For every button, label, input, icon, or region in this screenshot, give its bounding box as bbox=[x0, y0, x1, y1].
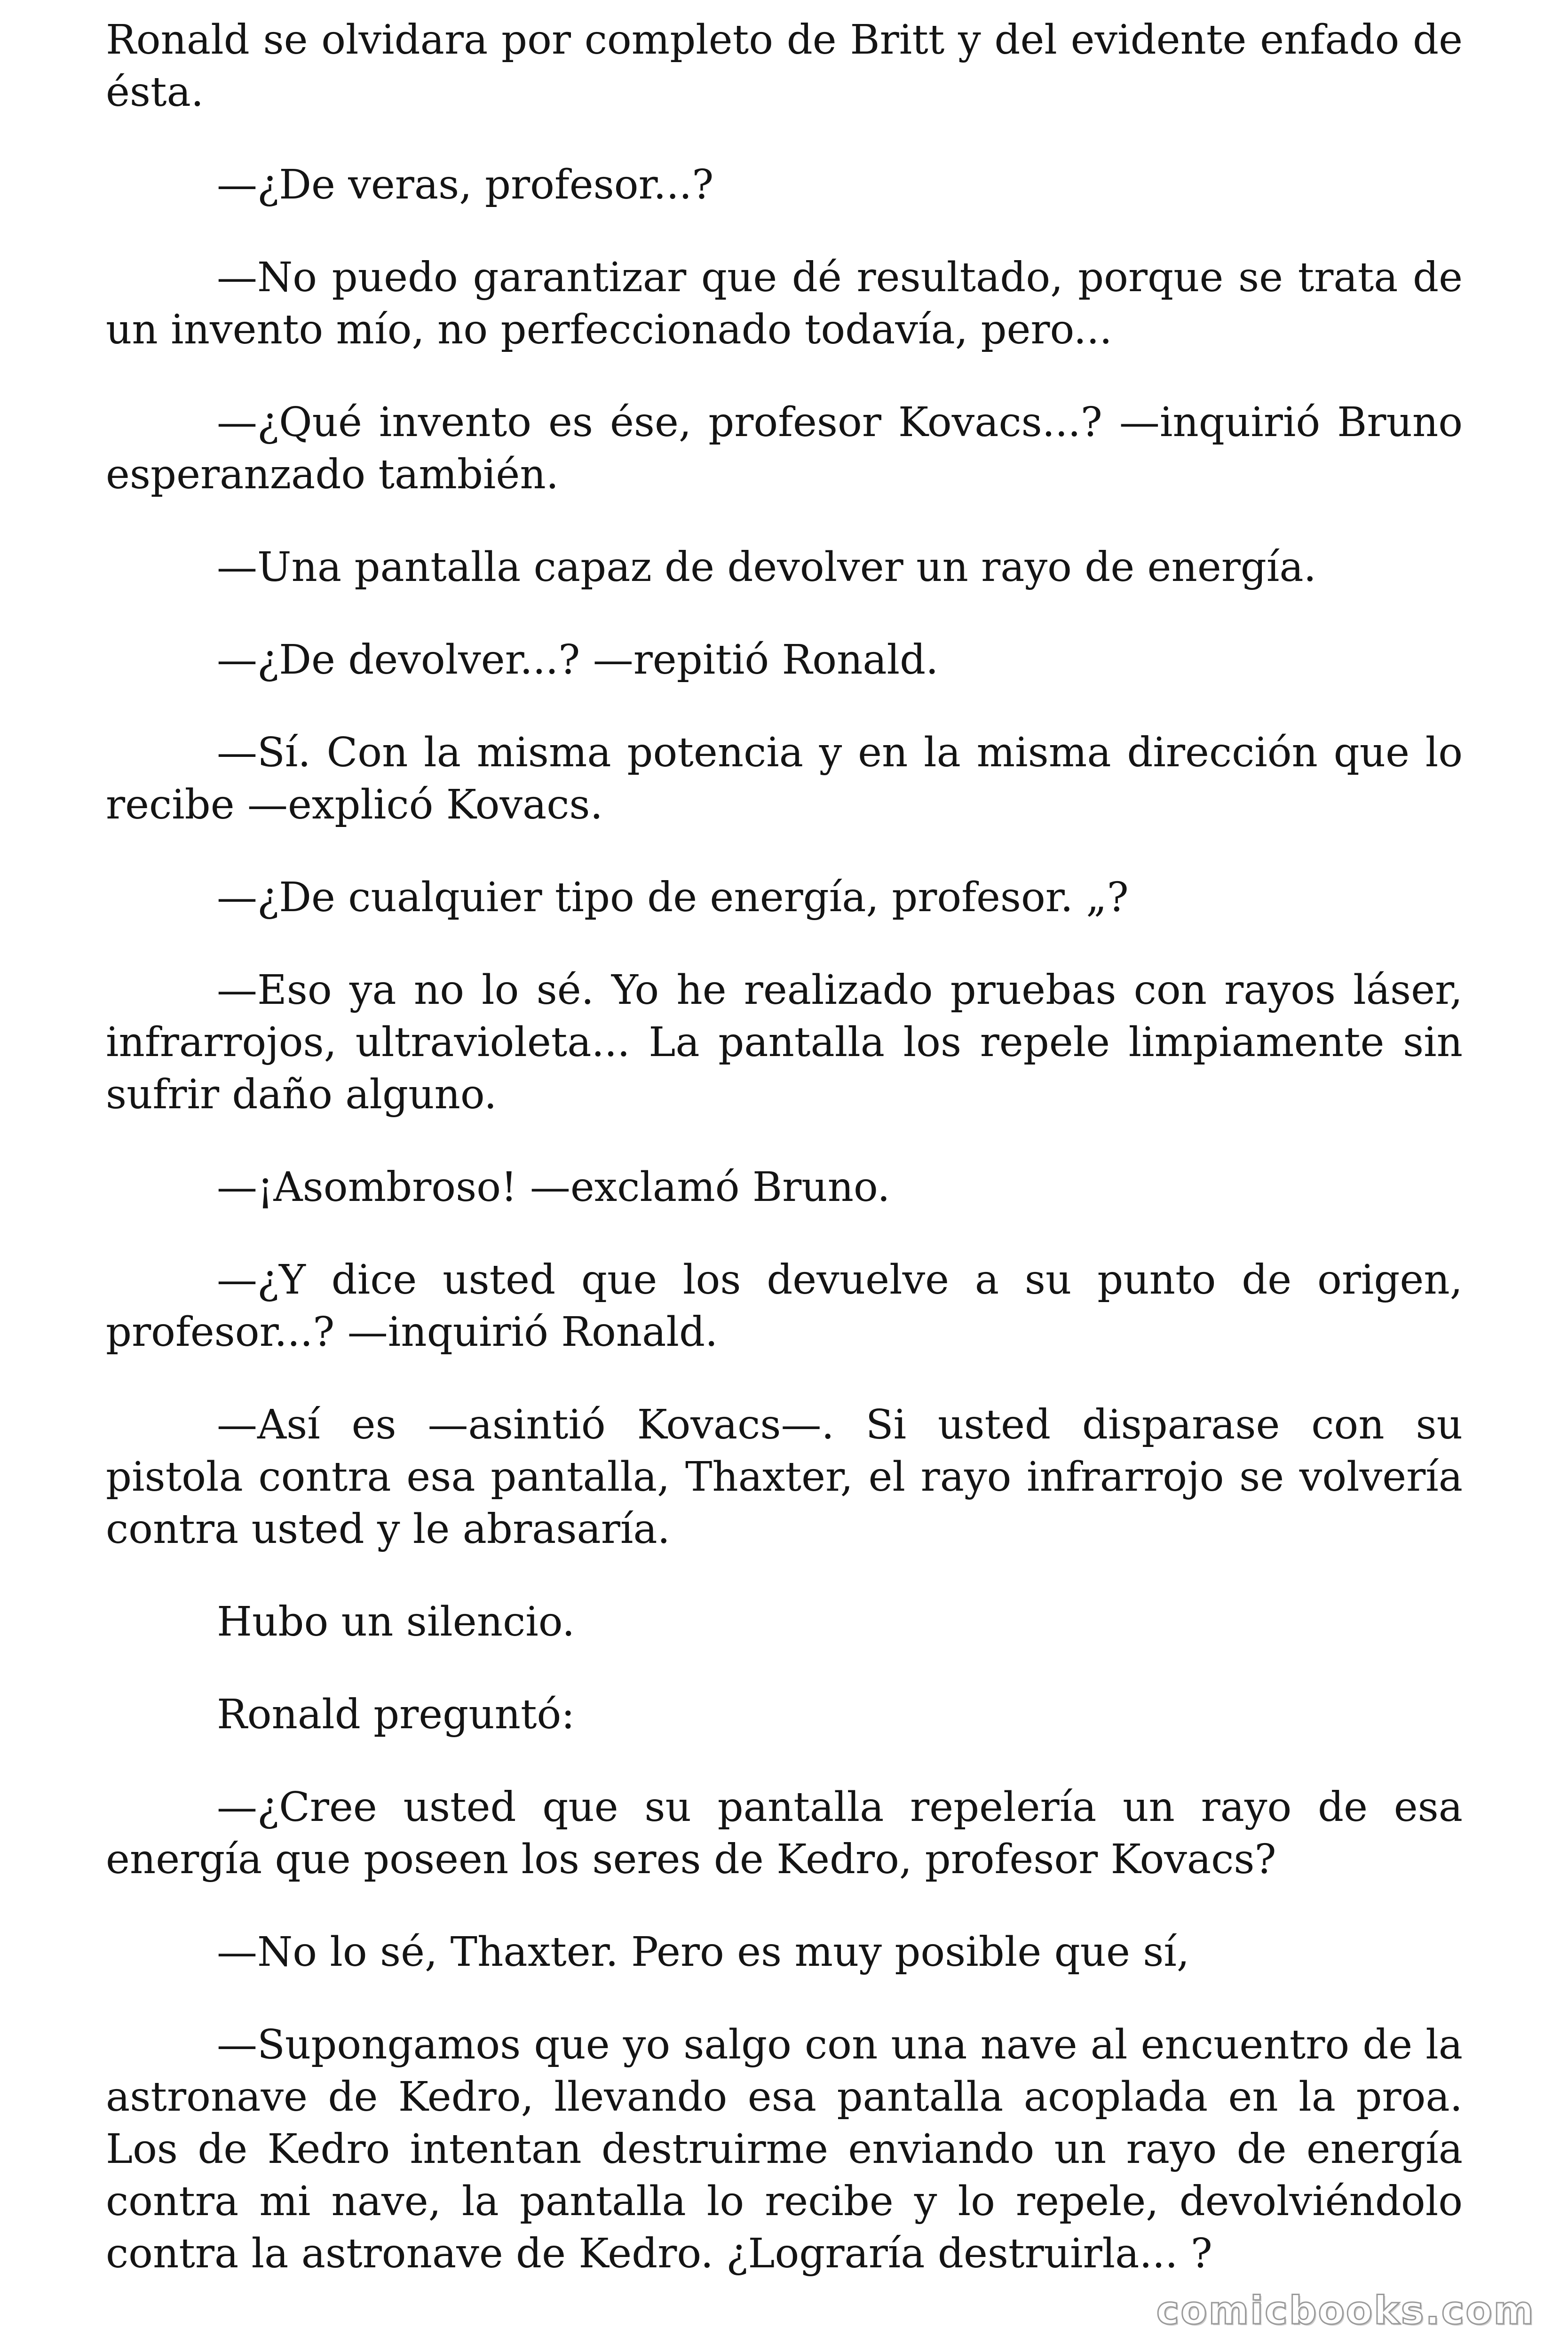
paragraph-15: —¿Cree usted que su pantalla repelería un rayo de esa energía que poseen los seres de Kedro, profesor Kovacs? bbox=[106, 1784, 1463, 1883]
paragraph-1: Ronald se olvidara por completo de Britt y del evidente enfado de ésta. bbox=[106, 16, 1463, 116]
paragraph-3: —No puedo garantizar que dé resultado, porque se trata de un invento mío, no perfeccionado todavía, pero... bbox=[106, 254, 1463, 353]
paragraph-17: —Supongamos que yo salgo con una nave al encuentro de la astronave de Kedro, llevando esa pantalla acoplada en la proa. Los de Kedro intentan destruirme enviando un rayo de energía contra mi nave, la pantalla lo recibe y lo repele, devolviéndolo contra la astronave de Kedro. ¿Lograría destruirla... ? bbox=[106, 2021, 1463, 2277]
paragraph-10: —¡Asombroso! —exclamó Bruno. bbox=[217, 1164, 890, 1211]
paragraph-4: —¿Qué invento es ése, profesor Kovacs...? —inquirió Bruno esperanzado también. bbox=[106, 399, 1463, 498]
paragraph-9: —Eso ya no lo sé. Yo he realizado pruebas con rayos láser, infrarrojos, ultravioleta... La pantalla los repele limpiamente sin sufrir daño alguno. bbox=[106, 967, 1463, 1118]
page-body bbox=[106, 14, 1463, 2320]
paragraph-5: —Una pantalla capaz de devolver un rayo de energía. bbox=[217, 544, 1316, 591]
paragraph-16: —No lo sé, Thaxter. Pero es muy posible que sí, bbox=[217, 1929, 1190, 1976]
paragraph-13: Hubo un silencio. bbox=[217, 1598, 575, 1645]
paragraph-8: —¿De cualquier tipo de energía, profesor. „? bbox=[217, 874, 1129, 921]
watermark-logo: comicbooks.com bbox=[1156, 2288, 1535, 2333]
paragraph-12: —Así es —asintió Kovacs—. Si usted disparase con su pistola contra esa pantalla, Thaxter, el rayo infrarrojo se volvería contra usted y le abrasaría. bbox=[106, 1401, 1463, 1553]
paragraph-7: —Sí. Con la misma potencia y en la misma dirección que lo recibe —explicó Kovacs. bbox=[106, 729, 1463, 828]
paragraph-6: —¿De devolver...? —repitió Ronald. bbox=[217, 636, 939, 683]
paragraph-2: —¿De veras, profesor...? bbox=[217, 161, 714, 208]
paragraph-11: —¿Y dice usted que los devuelve a su punto de origen, profesor...? —inquirió Ronald. bbox=[106, 1256, 1463, 1356]
paragraph-14: Ronald preguntó: bbox=[217, 1691, 575, 1738]
